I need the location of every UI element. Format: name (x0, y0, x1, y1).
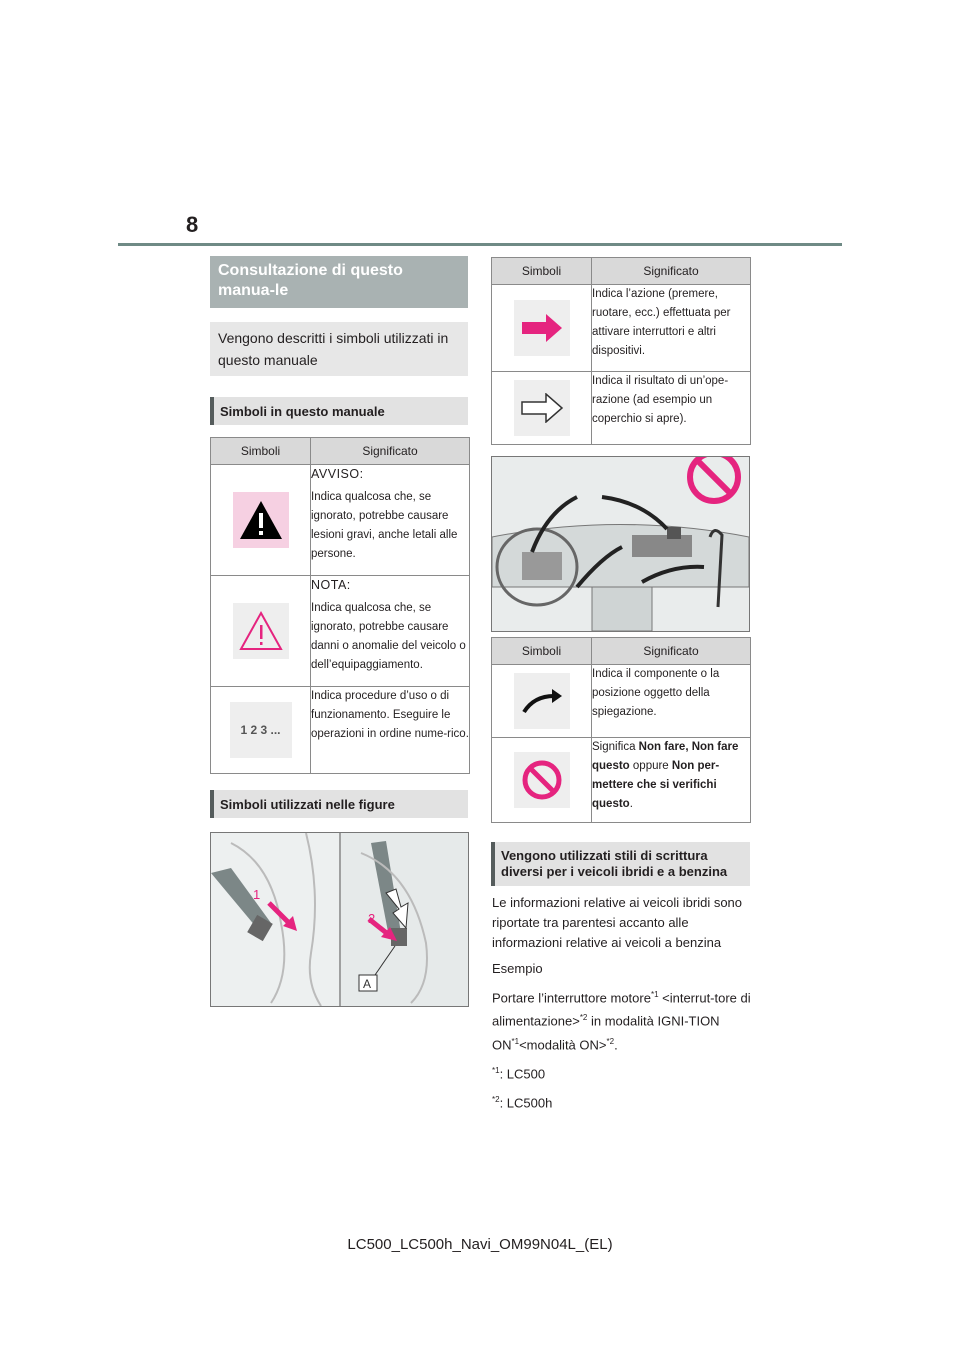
row-text: Indica l’azione (premere, ruotare, ecc.) effettuata per attivare interruttori e altri dispositivi. (592, 288, 731, 357)
table-header-symbols: Simboli (211, 438, 311, 465)
table-header-symbols: Simboli (492, 258, 592, 285)
footnote-2: $^{*2}$: LC500h (492, 1095, 553, 1111)
table-row (492, 285, 751, 372)
dashboard-figure (491, 456, 750, 632)
arrow-symbols-table (491, 257, 751, 445)
paragraph-hybrid-info: Le informazioni relative ai veicoli ibridi sono riportate tra parentesi accanto alle informazioni relative ai veicoli a benzina (492, 895, 743, 950)
table-header-symbols: Simboli (492, 638, 592, 665)
seatbelt-figure (210, 832, 469, 1007)
outline-arrow-icon (514, 380, 570, 436)
curved-pointer-icon (514, 673, 570, 729)
warning-filled-icon (233, 492, 289, 548)
table-header-meaning: Significato (311, 438, 470, 465)
row-text: Indica qualcosa che, se ignorato, potrebbe causare danni o anomalie del veicolo o dell’equipaggiamento. (311, 602, 466, 671)
row-text-bold1: Non fare, Non fare questo (592, 741, 739, 772)
row-text: Indica qualcosa che, se ignorato, potrebbe causare lesioni gravi, anche letali alle persone. (311, 491, 458, 560)
section-title: Consultazione di questo manua-le (210, 256, 468, 308)
numbered-steps-icon: 1 2 3 ... (230, 702, 292, 758)
table-row (211, 465, 470, 576)
row-lead: NOTA: (311, 578, 351, 592)
warning-outline-icon (233, 603, 289, 659)
figure-label-1: 1 (253, 887, 261, 902)
row-text-post: . (629, 798, 633, 810)
footnote-1: $^{*1}$: LC500 (492, 1065, 546, 1082)
table-row (211, 687, 470, 774)
row-text: Indica il risultato di un’ope-razione (ad esempio un coperchio si apre). (592, 375, 729, 425)
paragraph-example: Portare l’interruttore motore$^{*1}$ <interrut-tore di alimentazione>$^{*2}$ in modalità IGNI-TION $ON^{*1}<modalità$ ON>$^{*2}$. (492, 990, 751, 1052)
table-row (492, 372, 751, 445)
figure-symbols-table (491, 637, 751, 823)
row-text: Indica procedure d’uso o di funzionamento. Eseguire le operazioni in ordine nume-rico. (311, 690, 469, 740)
table-row (492, 665, 751, 738)
row-text-mid: oppure (629, 760, 672, 772)
table-header-meaning: Significato (592, 638, 751, 665)
body-text (492, 893, 754, 1120)
symbols-table (210, 437, 470, 774)
table-header-meaning: Significato (592, 258, 751, 285)
figure-label-2: 2 (368, 911, 376, 926)
row-lead: AVVISO: (311, 467, 364, 481)
subsection-writing-styles-heading: Vengono utilizzati stili di scrittura diversi per i veicoli ibridi e a benzina (491, 842, 750, 886)
header-rule (118, 243, 842, 246)
page-number: 8 (186, 212, 199, 237)
subsection-symbols-heading: Simboli in questo manuale (210, 397, 468, 425)
footer-document-code: LC500_LC500h_Navi_OM99N04L_(EL) (347, 1236, 613, 1253)
row-text-bold2: Non per-mettere che si verifichi questo (592, 760, 720, 810)
row-text: Indica il componente o la posizione oggetto della spiegazione. (592, 668, 720, 718)
prohibition-icon (514, 752, 570, 808)
subsection-figures-heading: Simboli utilizzati nelle figure (210, 790, 468, 818)
paragraph-example-label: Esempio (492, 961, 543, 976)
row-text-pre: Significa (592, 741, 639, 753)
figure-label-a: A (363, 977, 372, 991)
table-row (492, 738, 751, 823)
table-row (211, 576, 470, 687)
section-subtitle: Vengono descritti i simboli utilizzati in questo manuale (210, 322, 468, 376)
filled-arrow-icon (514, 300, 570, 356)
